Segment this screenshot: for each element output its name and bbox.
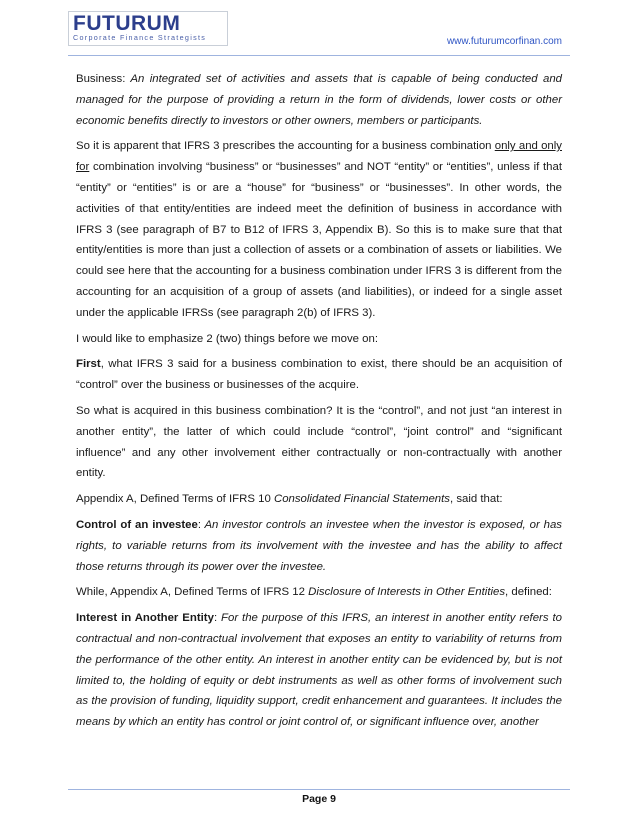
header-url-link[interactable]: www.futurumcorfinan.com bbox=[446, 36, 562, 47]
paragraph-emphasize: I would like to emphasize 2 (two) things before we move on: bbox=[76, 332, 379, 345]
paragraph-ifrs12-intro bbox=[76, 582, 562, 603]
paragraph-business-definition bbox=[76, 69, 562, 131]
paragraph-text: Appendix A, Defined Terms of IFRS 10 bbox=[76, 493, 274, 506]
paragraph-text: So it is apparent that IFRS 3 prescribes the accounting for a business combination bbox=[76, 140, 495, 153]
paragraph-first-point bbox=[76, 354, 562, 396]
paragraph-ifrs10-intro bbox=[76, 489, 562, 510]
definition-text: For the purpose of this IFRS, an interest in another entity refers to contractual and non-contractual involvement that exposes an entity to variability of returns from the performance of the other entity. An interest in another entity can be evidenced by, but is not limited to, the holding of equity or debt instruments as well as other forms of involvement such as the provision of funding, liquidity support, credit enhancement and guarantees. It includes the means by which an entity has control or joint control of, or significant influence over, another bbox=[76, 612, 562, 729]
document-body bbox=[76, 69, 562, 738]
paragraph-text: , defined: bbox=[505, 586, 552, 599]
paragraph-text: While, Appendix A, Defined Terms of IFRS 12 bbox=[76, 586, 309, 599]
term-colon: : bbox=[197, 518, 201, 531]
header-divider bbox=[68, 55, 570, 56]
definition-text: An integrated set of activities and assets that is capable of being conducted and managed for the purpose of providing a return in the form of dividends, lower costs or other economic benefits directly to investors or other owners, members or participants. bbox=[76, 73, 562, 127]
paragraph-text: , what IFRS 3 said for a business combination to exist, there should be an acquisition of “control” over the business or businesses of the acquire. bbox=[76, 358, 562, 392]
term-label: Interest in Another Entity bbox=[76, 612, 214, 625]
paragraph-text: , said that: bbox=[450, 493, 503, 506]
paragraph-ifrs3-scope bbox=[76, 136, 562, 323]
definition-text: An investor controls an investee when the investor is exposed, or has rights, to variable returns from its involvement with the investee and has the ability to affect those returns through its power over the investee. bbox=[76, 518, 562, 573]
logo-wordmark: FUTURUM bbox=[73, 12, 181, 35]
paragraph-interest-definition bbox=[76, 608, 562, 733]
underlined-text: only and only for bbox=[76, 140, 562, 174]
footer-divider bbox=[68, 789, 570, 790]
bold-label: First bbox=[76, 358, 101, 371]
paragraph-what-is-acquired: So what is acquired in this business combination? It is the “control”, and not just “an interest in another entity”, the latter of which could include “control”, “joint control” and “significant influence” and any other involvement either contractually or non-contractually with another entity. bbox=[76, 404, 562, 480]
standard-title: Consolidated Financial Statements bbox=[273, 493, 450, 506]
term-label: Business: bbox=[76, 73, 126, 85]
paragraph-control-definition bbox=[76, 515, 562, 577]
logo-tagline: Corporate Finance Strategists bbox=[73, 33, 207, 42]
paragraph-text: combination involving “business” or “businesses” and NOT “entity” or “entities”, unless if that “entity” or “entities” is or are a “house” for “business” or “businesses”. In other words, the activities of that entity/entities are indeed meet the definition of business in accordance with IFRS 3 (see paragraph of B7 to B12 of IFRS 3, Appendix B). So this is to make sure that that entity/entities is more than just a collection of assets or a combination of assets or liabilities. We could see here that the accounting for a business combination under IFRS 3 is different from the accounting for an acquisition of a group of assets (and liabilities), or indeed for a single asset under the applicable IFRSs (see paragraph 2(b) of IFRS 3). bbox=[76, 161, 562, 319]
company-logo bbox=[68, 11, 228, 46]
standard-title: Disclosure of Interests in Other Entities bbox=[308, 586, 506, 599]
page-number: Page 9 bbox=[302, 793, 336, 805]
term-label: Control of an investee bbox=[76, 518, 198, 531]
term-colon: : bbox=[213, 612, 218, 625]
